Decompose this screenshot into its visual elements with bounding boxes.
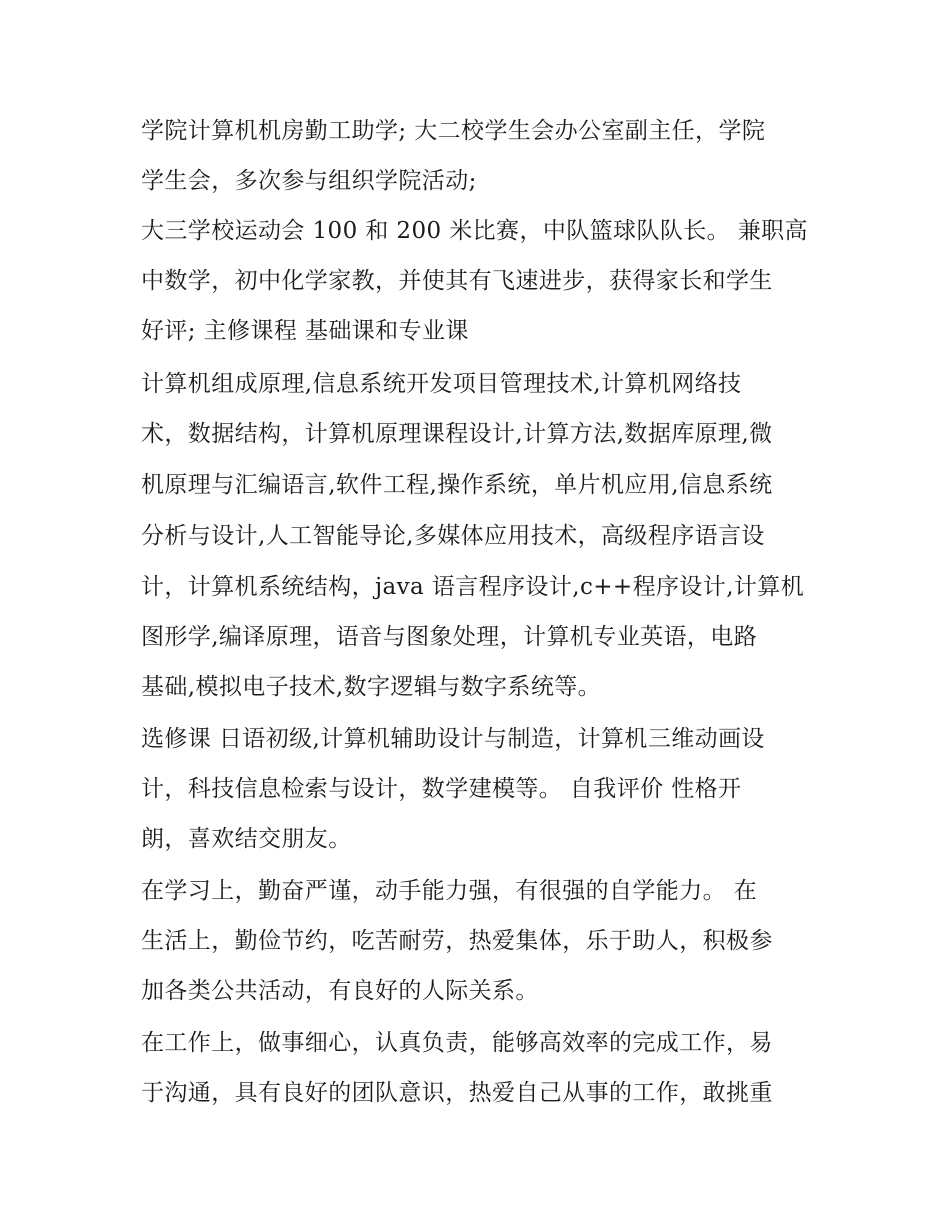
text-line: 基础,模拟电子技术,数字逻辑与数字系统等。 <box>141 674 602 700</box>
text-line: 在学习上，勤奋严谨，动手能力强，有很强的自学能力。 在 <box>141 878 758 904</box>
text-line: 生活上，勤俭节约，吃苦耐劳，热爱集体，乐于助人，积极参 <box>141 928 773 954</box>
text-line: 机原理与汇编语言,软件工程,操作系统，单片机应用,信息系统 <box>141 472 773 498</box>
text-line: 中数学，初中化学家教，并使其有飞速进步，获得家长和学生 <box>141 268 773 294</box>
text-line: 朗，喜欢结交朋友。 <box>141 826 352 852</box>
text-line: 计，计算机系统结构，java 语言程序设计,c++程序设计,计算机 <box>141 574 805 600</box>
text-line: 分析与设计,人工智能导论,多媒体应用技术，高级程序语言设 <box>141 523 765 549</box>
text-line: 图形学,编译原理，语音与图象处理，计算机专业英语，电路 <box>141 624 758 650</box>
text-line: 选修课 日语初级,计算机辅助设计与制造，计算机三维动画设 <box>141 726 765 752</box>
text-line: 于沟通，具有良好的团队意识，热爱自己从事的工作，敢挑重 <box>141 1080 773 1106</box>
text-line: 加各类公共活动，有良好的人际关系。 <box>141 978 539 1004</box>
text-line: 学院计算机机房勤工助学; 大二校学生会办公室副主任，学院 <box>141 118 766 144</box>
text-line: 好评; 主修课程 基础课和专业课 <box>141 318 469 344</box>
text-line: 在工作上，做事细心，认真负责，能够高效率的完成工作，易 <box>141 1030 773 1056</box>
text-line: 学生会，多次参与组织学院活动; <box>141 168 477 194</box>
text-line: 术，数据结构，计算机原理课程设计,计算方法,数据库原理,微 <box>141 421 773 447</box>
text-line: 大三学校运动会 100 和 200 米比赛，中队篮球队队长。 兼职高 <box>141 218 808 244</box>
text-line: 计，科技信息检索与设计，数学建模等。 自我评价 性格开 <box>141 776 742 802</box>
text-line: 计算机组成原理,信息系统开发项目管理技术,计算机网络技 <box>141 371 742 397</box>
